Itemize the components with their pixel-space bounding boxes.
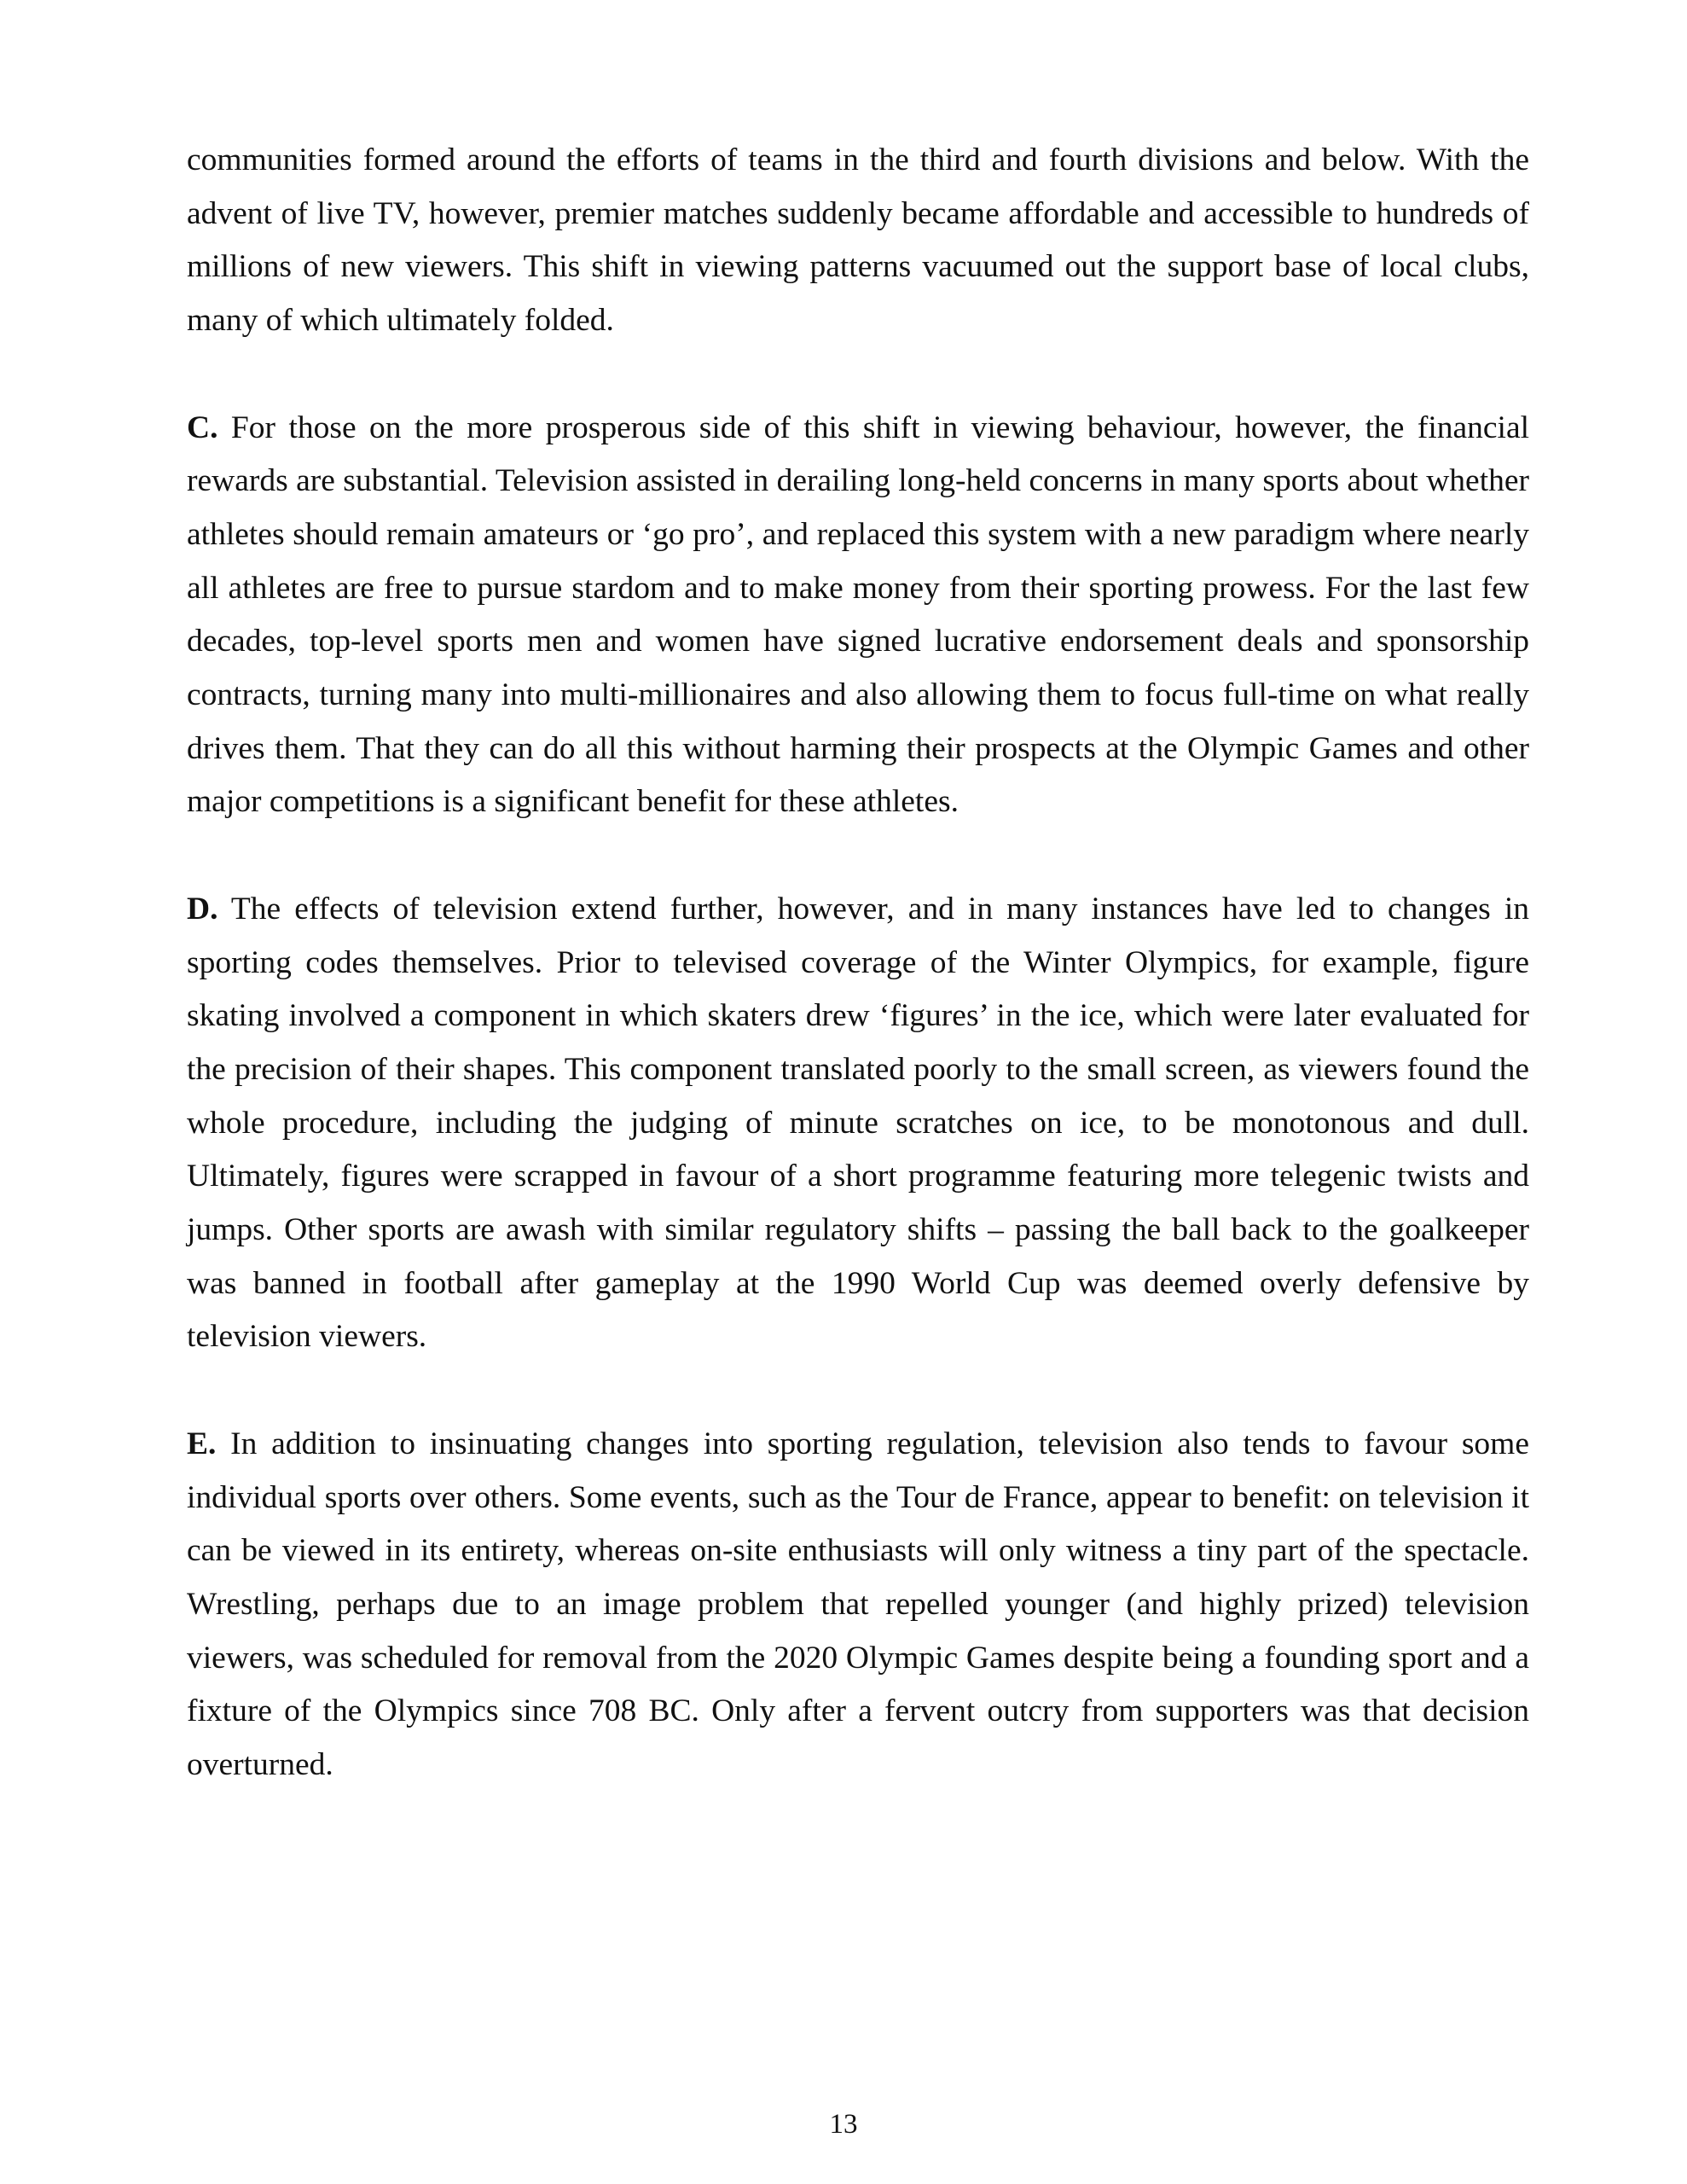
paragraph-d (187, 883, 1529, 1364)
paragraph-text: In addition to insinuating changes into sporting regulation, television also tends to favour some individual sports over others. Some events, such as the Tour de France, appear to benefit: on television it can be viewed in its entirety, whereas on-site enthusiasts will only witness a tiny part of the spectacle. Wrestling, perhaps due to an image problem that repelled younger (and highly prized) television viewers, was scheduled for removal from the 2020 Olympic Games despite being a founding sport and a fixture of the Olympics since 708 BC. Only after a fervent outcry from supporters was that decision overturned. (187, 1426, 1529, 1783)
paragraph-label: D. (187, 891, 218, 926)
paragraph-b-continuation (187, 134, 1529, 348)
page-number: 13 (829, 2109, 858, 2140)
paragraph-label: E. (187, 1426, 217, 1461)
paragraph-e (187, 1418, 1529, 1792)
paragraph-text: For those on the more prosperous side of this shift in viewing behaviour, however, the financial rewards are substantial. Television assisted in derailing long-held concerns in many sports about whether athletes should remain amateurs or ‘go pro’, and replaced this system with a new paradigm where nearly all athletes are free to pursue stardom and to make money from their sporting prowess. For the last few decades, top-level sports men and women have signed lucrative endorsement deals and sponsorship contracts, turning many into multi-millionaires and also allowing them to focus full-time on what really drives them. That they can do all this without harming their prospects at the Olympic Games and other major competitions is a significant benefit for these athletes. (187, 410, 1530, 820)
paragraph-text: The effects of television extend further, however, and in many instances have led to changes in sporting codes themselves. Prior to televised coverage of the Winter Olympics, for example, figure skating involved a component in which skaters drew ‘figures’ in the ice, which were later evaluated for the precision of their shapes. This component translated poorly to the small screen, as viewers found the whole procedure, including the judging of minute scratches on ice, to be monotonous and dull. Ultimately, figures were scrapped in favour of a short programme featuring more telegenic twists and jumps. Other sports are awash with similar regulatory shifts – passing the ball back to the goalkeeper was banned in football after gameplay at the 1990 World Cup was deemed overly defensive by television viewers. (187, 891, 1529, 1355)
document-body (187, 134, 1529, 1845)
paragraph-c (187, 402, 1529, 830)
paragraph-label: C. (187, 410, 218, 445)
paragraph-text: communities formed around the efforts of teams in the third and fourth divisions and below. With the advent of live TV, however, premier matches suddenly became affordable and accessible to hundreds of millions of new viewers. This shift in viewing patterns vacuumed out the support base of local clubs, many of which ultimately folded. (187, 142, 1529, 339)
